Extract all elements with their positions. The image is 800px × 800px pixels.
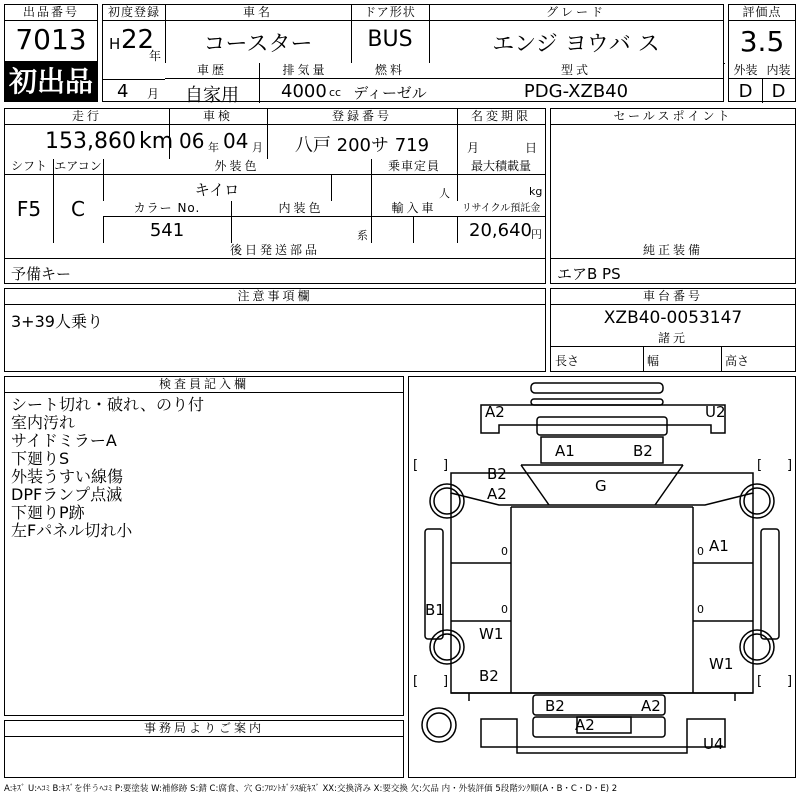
grade-label: グレード	[429, 5, 723, 21]
mark-right-rear-wheel: W1	[709, 655, 734, 673]
color-no-label: カラー No.	[103, 201, 231, 217]
caution-box	[4, 288, 546, 372]
mark-rear-panel-left: B2	[545, 697, 565, 715]
inspector-note: シート切れ・破れ、のり付	[11, 395, 204, 414]
svg-text:[: [	[413, 674, 419, 689]
shift-label: シフト	[5, 159, 53, 175]
parts-label: 後日発送部品	[5, 243, 545, 259]
history-label: 車歴	[165, 63, 259, 79]
reg-year: 22	[121, 25, 155, 55]
vehicle-diagram	[408, 376, 796, 778]
inspector-note: 下廻りP跡	[11, 503, 85, 522]
mark-front-panel-right: B2	[633, 442, 653, 460]
inspector-box	[4, 376, 404, 716]
mark-front-panel-left: A1	[555, 442, 575, 460]
int-label: 内装	[762, 63, 795, 79]
dims-label: 諸元	[551, 331, 795, 347]
svg-text:]: ]	[443, 674, 449, 689]
width-label: 幅	[647, 354, 660, 368]
mark-rear-bumper-right: U4	[703, 735, 724, 753]
mark-right-side: A1	[709, 537, 729, 555]
ac: C	[71, 197, 85, 221]
interior-color-unit: 系	[357, 229, 368, 242]
inspector-note: サイドミラーA	[11, 431, 117, 450]
svg-text:]: ]	[787, 458, 793, 473]
ext-label: 外装	[729, 63, 762, 79]
model-label: 型式	[429, 63, 723, 79]
displacement-unit: cc	[329, 86, 342, 99]
mark-rear-panel-center: A2	[575, 716, 595, 734]
door-type: BUS	[367, 27, 413, 52]
first-listing-badge	[4, 62, 98, 102]
chassis-label: 車台番号	[551, 289, 795, 305]
office-box	[4, 720, 404, 778]
svg-text:]: ]	[787, 674, 793, 689]
lot-number: 7013	[15, 23, 87, 56]
interior-color-label: 内装色	[231, 201, 371, 217]
door-label: ドア形状	[351, 5, 429, 21]
inspector-note: 下廻りS	[11, 449, 70, 468]
reg-month: 4	[117, 81, 129, 102]
equipment: エアB PS	[557, 265, 621, 283]
mark-windshield: G	[595, 477, 607, 495]
office-label: 事務局よりご案内	[5, 721, 403, 737]
recycle-unit: 円	[531, 228, 542, 241]
capacity-label: 乗車定員	[371, 159, 457, 175]
recycle-label: リサイクル預託金	[457, 201, 545, 217]
score-box	[728, 4, 796, 102]
svg-text:[: [	[757, 674, 763, 689]
inspection-year-unit: 年	[208, 141, 219, 154]
header-main	[102, 4, 724, 106]
transfer-label: 名変期限	[457, 109, 545, 125]
chassis-box	[550, 288, 796, 372]
mileage-label: 走行	[5, 109, 169, 125]
load-label: 最大積載量	[457, 159, 545, 175]
specs-box	[4, 108, 546, 284]
inspector-notes	[11, 396, 204, 540]
displacement-label: 排気量	[259, 63, 351, 79]
displacement: 4000	[281, 81, 327, 102]
score: 3.5	[739, 25, 785, 58]
caution-label: 注意事項欄	[5, 289, 545, 305]
car-name: コースター	[203, 32, 313, 57]
plate: 八戸 200サ 719	[294, 135, 430, 156]
sales-points-label: セールスポイント	[551, 109, 795, 125]
mark-pillar-left-1: 0	[501, 545, 508, 558]
svg-text:]: ]	[443, 458, 449, 473]
svg-text:[: [	[413, 458, 419, 473]
shift: F5	[16, 197, 42, 221]
fuel-label: 燃料	[351, 63, 429, 79]
mileage-unit: km	[139, 129, 174, 154]
mark-left-rear-wheel: W1	[479, 625, 504, 643]
month-unit: 月	[147, 87, 160, 101]
recycle: 20,640	[469, 220, 532, 241]
mark-left-side: B1	[425, 601, 445, 619]
chassis-number: XZB40-0053147	[603, 308, 743, 328]
plate-label: 登録番号	[267, 109, 457, 125]
color-no: 541	[149, 220, 185, 241]
model: PDG-XZB40	[523, 81, 629, 102]
mark-pillar-right-1: 0	[697, 545, 704, 558]
ac-label: エアコン	[54, 159, 102, 173]
mark-hood-upper: B2	[487, 465, 507, 483]
transfer-month: 月	[467, 141, 480, 155]
mark-pillar-right-2: 0	[697, 603, 704, 616]
parts: 予備キー	[11, 265, 72, 283]
lot-number-label: 出品番号	[5, 5, 97, 21]
car-name-label: 車名	[165, 5, 351, 21]
inspection-label: 車検	[169, 109, 267, 125]
lot-number-box	[4, 4, 98, 62]
reg-label: 初度登録	[103, 5, 165, 21]
grade: エンジ ヨウバ ス	[492, 32, 660, 57]
inspector-note: 外装うすい線傷	[11, 467, 124, 486]
inspector-note: 左Fパネル切れ小	[11, 521, 133, 540]
fuel: ディーゼル	[353, 84, 427, 102]
transfer-day: 日	[525, 141, 538, 155]
legend: A:ｷｽﾞ U:ﾍｺﾐ B:ｷｽﾞを伴うﾍｺﾐ P:要塗装 W:補修跡 S:錆 C:腐食、穴 G:ﾌﾛﾝﾄｶﾞﾗｽ疵ｷｽﾞ XX:交換済み X:要交換 欠:欠品 内・外装評価 5段階ﾗﾝｸ順(A・B・C・D・E) 2	[4, 784, 618, 794]
exterior-color: キイロ	[194, 181, 240, 199]
inspection-year: 06	[179, 129, 205, 153]
first-listing-text: 初出品	[8, 65, 93, 98]
ext-grade: D	[738, 81, 753, 102]
import-label: 輸入車	[371, 201, 457, 217]
caution-text: 3+39人乗り	[11, 312, 103, 331]
load-unit: kg	[529, 185, 543, 198]
mark-rear-panel-right: A2	[641, 697, 661, 715]
inspector-note: 室内汚れ	[11, 413, 76, 432]
score-label: 評価点	[729, 5, 795, 21]
capacity-unit: 人	[439, 187, 450, 200]
bus-diagram-svg	[409, 377, 795, 777]
inspection-month: 04	[223, 129, 249, 153]
int-grade: D	[771, 81, 786, 102]
mark-front-bumper-right: U2	[705, 403, 726, 421]
inspection-month-unit: 月	[252, 141, 263, 154]
history: 自家用	[185, 85, 239, 106]
height-label: 高さ	[725, 354, 750, 368]
length-label: 長さ	[555, 354, 580, 368]
inspector-label: 検査員記入欄	[5, 377, 403, 393]
svg-text:[: [	[757, 458, 763, 473]
year-unit: 年	[149, 49, 162, 63]
mark-pillar-left-2: 0	[501, 603, 508, 616]
mark-rear-left-corner: B2	[479, 667, 499, 685]
mileage: 153,860	[45, 129, 136, 154]
mark-hood-lower: A2	[487, 485, 507, 503]
inspector-note: DPFランプ点滅	[11, 485, 123, 504]
mark-front-bumper-left: A2	[485, 403, 505, 421]
era: H	[109, 35, 121, 53]
exterior-color-label: 外装色	[103, 159, 371, 175]
equipment-label: 純正装備	[551, 243, 795, 259]
sales-box	[550, 108, 796, 284]
